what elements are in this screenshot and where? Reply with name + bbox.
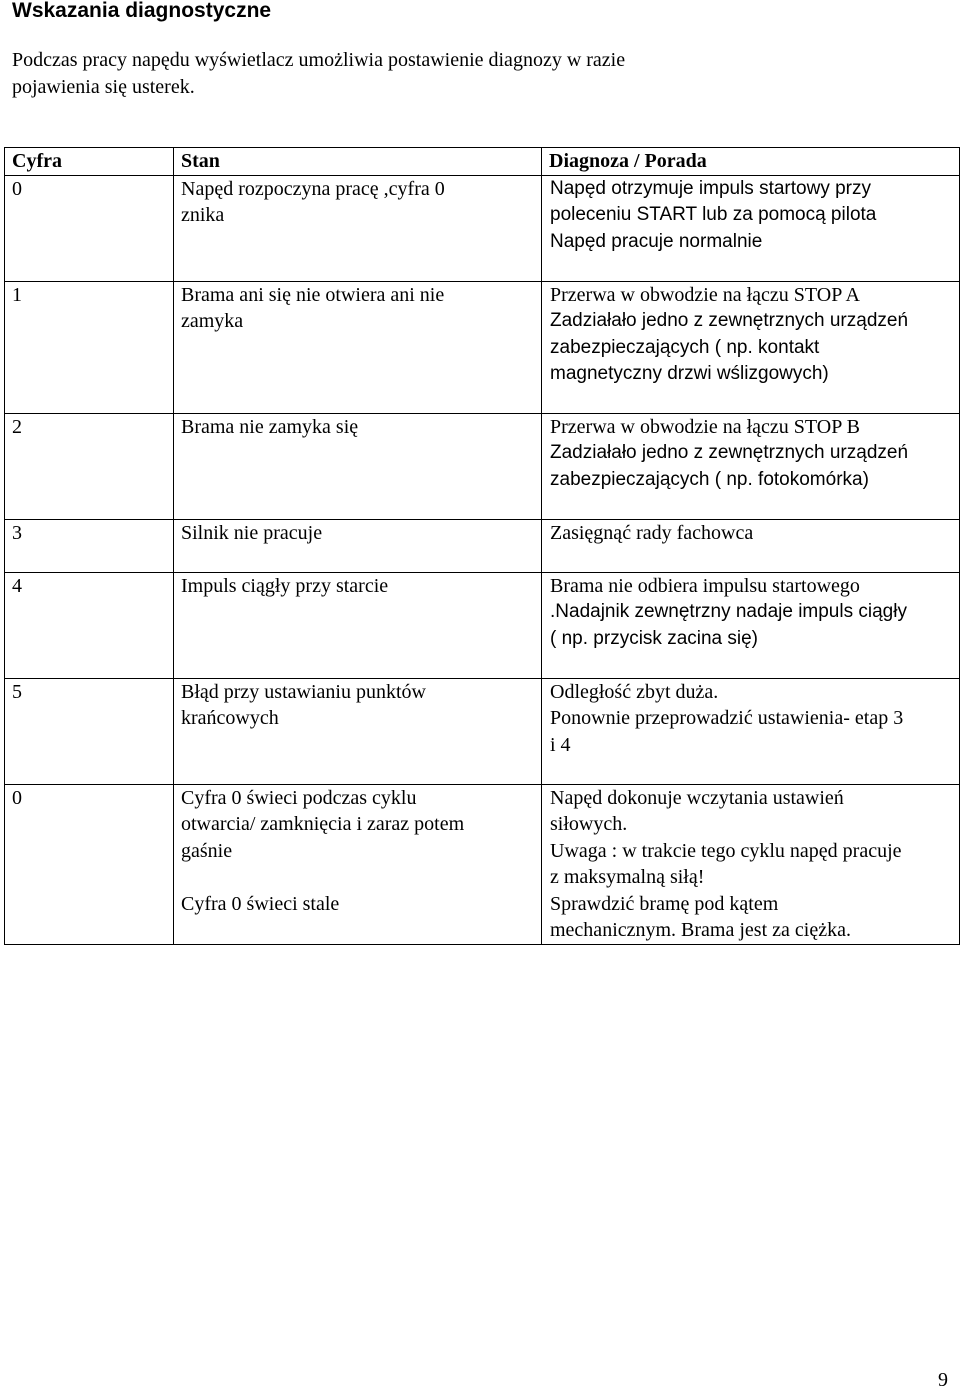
- cell-cyfra: 0: [5, 784, 174, 944]
- cell-cyfra: 0: [5, 175, 174, 281]
- cell-diagnoza: Brama nie odbiera impulsu startowego .Nadajnik zewnętrzny nadaje impuls ciągły ( np. przycisk zacina się): [542, 572, 960, 678]
- cell-cyfra: 1: [5, 281, 174, 413]
- header-diagnoza: Diagnoza / Porada: [542, 148, 960, 176]
- cell-diagnoza: Odległość zbyt duża. Ponownie przeprowadzić ustawienia- etap 3 i 4: [542, 678, 960, 784]
- cell-cyfra: 4: [5, 572, 174, 678]
- cell-stan: Napęd rozpoczyna pracę ,cyfra 0 znika: [174, 175, 542, 281]
- cell-diagnoza: Przerwa w obwodzie na łączu STOP B Zadziałało jedno z zewnętrznych urządzeń zabezpieczających ( np. fotokomórka): [542, 413, 960, 519]
- header-stan: Stan: [174, 148, 542, 176]
- cell-cyfra: 5: [5, 678, 174, 784]
- intro-line: Podczas pracy napędu wyświetlacz umożliwia postawienie diagnozy w razie: [12, 49, 626, 71]
- cell-cyfra: 2: [5, 413, 174, 519]
- table-row: [5, 175, 960, 281]
- cell-stan: Silnik nie pracuje: [174, 519, 542, 572]
- table-row: [5, 519, 960, 572]
- page-number: 9: [938, 1369, 948, 1391]
- cell-stan: Błąd przy ustawianiu punktów krańcowych: [174, 678, 542, 784]
- table-row: [5, 413, 960, 519]
- cell-diagnoza: Napęd dokonuje wczytania ustawień siłowych. Uwaga : w trakcie tego cyklu napęd pracuje z maksymalną siłą! Sprawdzić bramę pod kątem mechanicznym. Brama jest za ciężka.: [542, 784, 960, 944]
- cell-diagnoza: Zasięgnąć rady fachowca: [542, 519, 960, 572]
- table-row: [5, 678, 960, 784]
- page-heading: Wskazania diagnostyczne: [12, 0, 272, 22]
- cell-diagnoza: Przerwa w obwodzie na łączu STOP A Zadziałało jedno z zewnętrznych urządzeń zabezpieczających ( np. kontakt magnetyczny drzwi wślizgowych): [542, 281, 960, 413]
- cell-stan: Brama nie zamyka się: [174, 413, 542, 519]
- cell-stan: Brama ani się nie otwiera ani nie zamyka: [174, 281, 542, 413]
- intro-line: pojawienia się usterek.: [12, 75, 195, 98]
- cell-stan: Cyfra 0 świeci podczas cyklu otwarcia/ zamknięcia i zaraz potem gaśnie Cyfra 0 świeci stale: [174, 784, 542, 944]
- cell-diagnoza: Napęd otrzymuje impuls startowy przy poleceniu START lub za pomocą pilota Napęd pracuje normalnie: [542, 175, 960, 281]
- table-row: [5, 784, 960, 944]
- intro-paragraph: [12, 47, 742, 100]
- table-header-row: [5, 148, 960, 176]
- diagnostics-table: [4, 147, 960, 945]
- header-cyfra: Cyfra: [5, 148, 174, 176]
- table-row: [5, 572, 960, 678]
- table-row: [5, 281, 960, 413]
- cell-cyfra: 3: [5, 519, 174, 572]
- cell-stan: Impuls ciągły przy starcie: [174, 572, 542, 678]
